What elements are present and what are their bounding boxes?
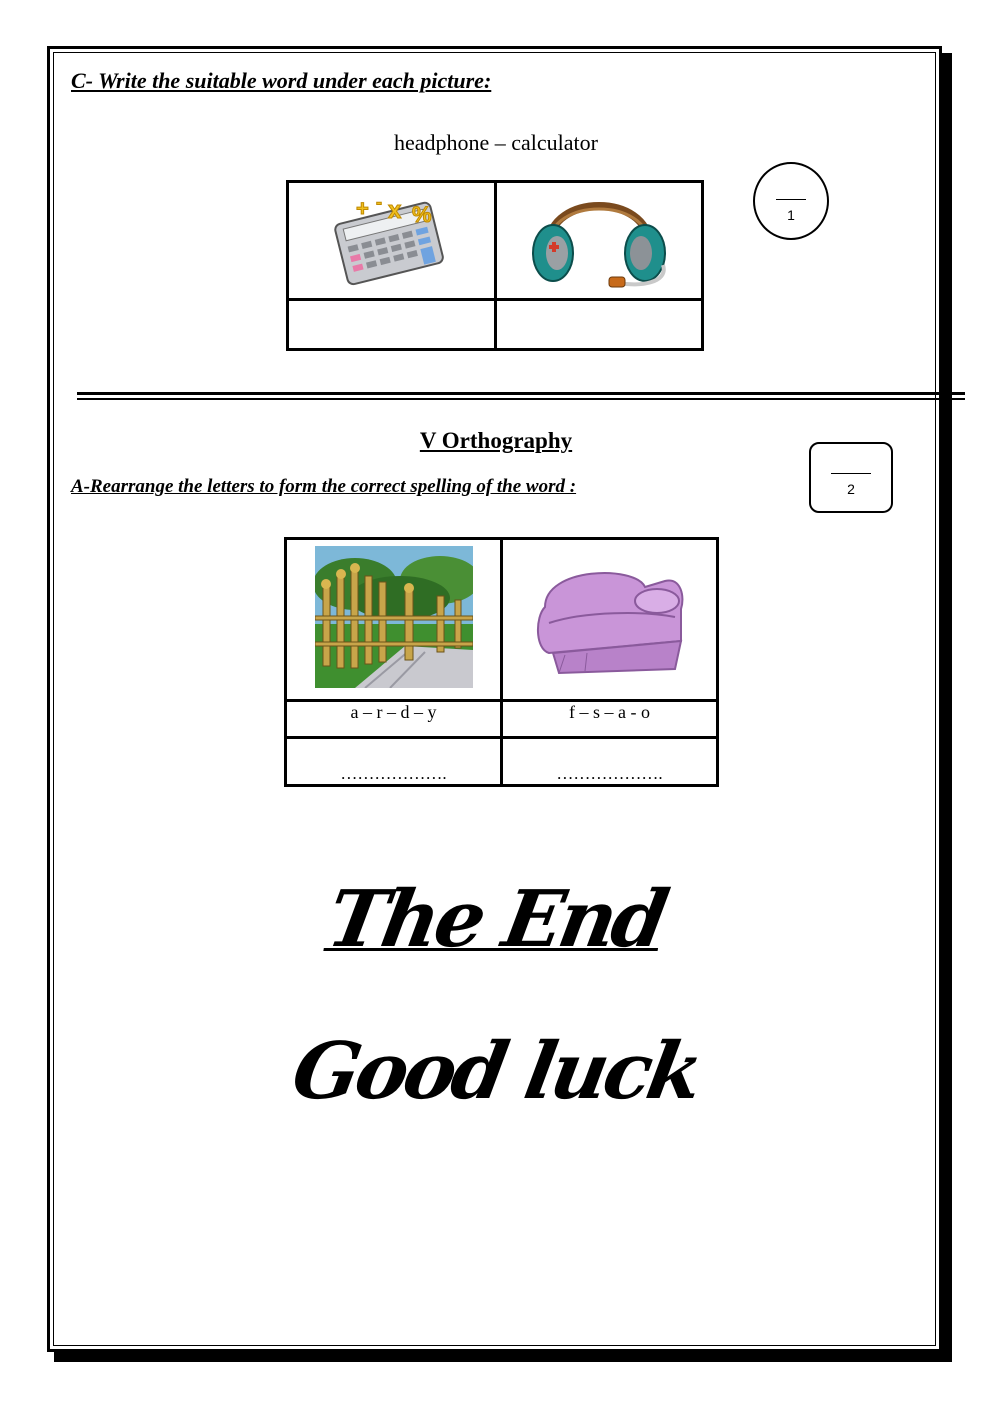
yard-icon <box>315 546 473 688</box>
answer-blank[interactable]: ………………. <box>286 738 502 786</box>
section-divider-thin <box>77 398 965 400</box>
score-box <box>809 442 893 513</box>
picture-cell <box>502 539 718 701</box>
score-blank-line <box>831 473 871 474</box>
scrambled-letters: f – s – a - o <box>502 701 718 738</box>
score-circle <box>753 162 829 240</box>
answer-cell[interactable] <box>495 300 703 350</box>
svg-text:x: x <box>388 197 402 224</box>
picture-cell <box>288 182 496 300</box>
word-bank: headphone – calculator <box>393 130 598 155</box>
svg-text:-: - <box>376 192 383 212</box>
rearrange-table <box>284 537 719 787</box>
answer-cell[interactable] <box>288 300 496 350</box>
score-value: 2 <box>847 481 855 497</box>
headphone-icon <box>519 183 679 293</box>
section-divider <box>77 392 965 395</box>
svg-text:+: + <box>356 196 370 221</box>
sofa-icon <box>525 557 695 677</box>
picture-table <box>286 180 704 351</box>
score-value: 1 <box>787 207 795 223</box>
calculator-icon <box>326 188 456 288</box>
good-luck-text: Good luck <box>285 1026 707 1117</box>
answer-blank[interactable]: ………………. <box>502 738 718 786</box>
score-blank-line <box>776 199 806 200</box>
section-title: V Orthography <box>419 428 573 453</box>
scrambled-letters: a – r – d – y <box>286 701 502 738</box>
section-c-heading: C- Write the suitable word under each picture: <box>71 68 492 93</box>
svg-text:%: % <box>412 202 432 227</box>
the-end-text <box>0 874 992 965</box>
picture-cell <box>495 182 703 300</box>
picture-cell <box>286 539 502 701</box>
section-a-heading: A-Rearrange the letters to form the correct spelling of the word : <box>71 476 577 497</box>
the-end-label: The End <box>320 874 672 965</box>
